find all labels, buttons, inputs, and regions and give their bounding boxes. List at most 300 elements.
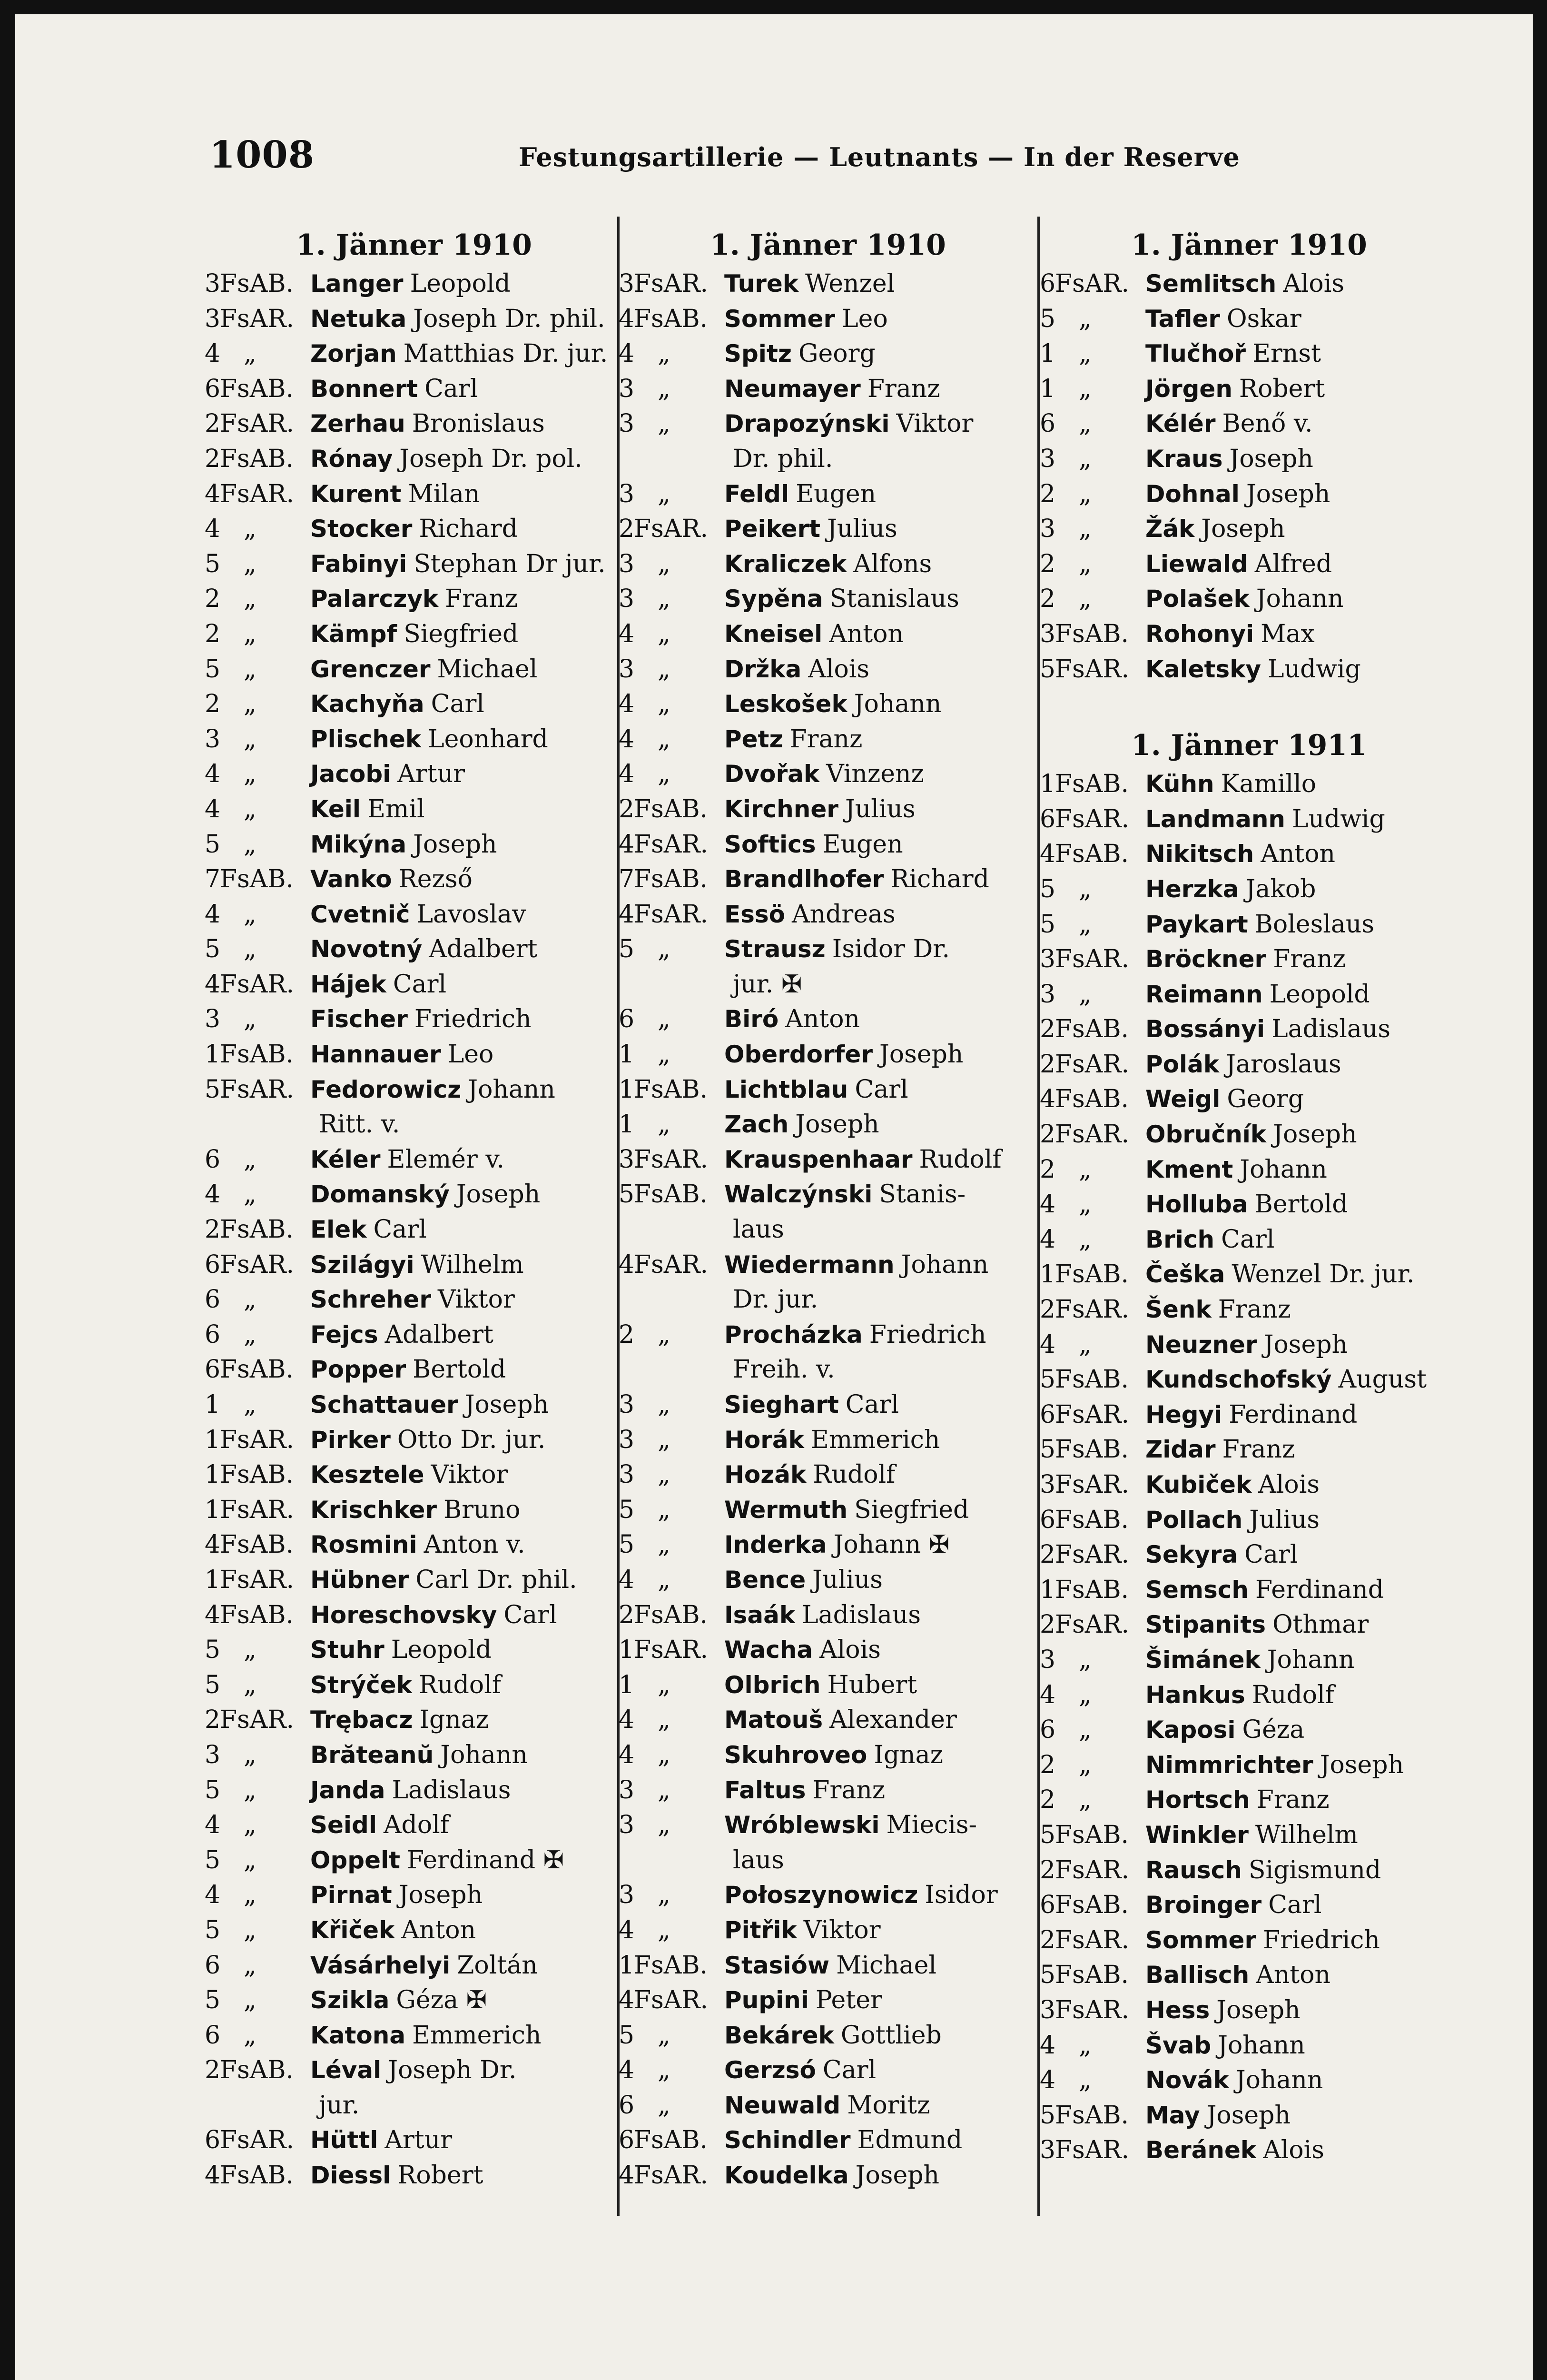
roster-entry [1040, 977, 1458, 1012]
regiment-number: 3 [205, 304, 221, 333]
unit-abbrev: „ [658, 619, 670, 648]
unit-abbrev: „ [244, 1881, 256, 1910]
surname: Reimann [1145, 980, 1263, 1008]
given-name: Artur [397, 760, 465, 789]
roster-entry [205, 442, 623, 477]
regiment-number: 4 [619, 1565, 635, 1594]
given-name: Ferdinand [1229, 1400, 1358, 1429]
roster-entry [205, 1352, 623, 1388]
surname: Novák [1145, 2066, 1229, 2094]
surname: Kirchner [724, 795, 838, 823]
surname: Elek [310, 1216, 367, 1244]
surname: Kment [1145, 1155, 1233, 1183]
surname: Oberdorfer [724, 1041, 873, 1069]
unit-abbrev: FsAB. [1055, 1260, 1129, 1289]
section-heading: 1. Jänner 1910 [710, 228, 946, 262]
given-name: Joseph [1263, 1330, 1348, 1359]
unit-abbrev: FsAR. [1055, 1295, 1129, 1324]
given-name: Siegfried [854, 1495, 969, 1524]
given-name: Rudolf [1251, 1680, 1334, 1709]
regiment-number: 6 [619, 2126, 635, 2155]
roster-entry [619, 1388, 1037, 1423]
surname: Sommer [724, 305, 836, 333]
unit-abbrev: FsAR. [1055, 1995, 1129, 2024]
roster-entry [205, 1493, 623, 1528]
surname: Wiedermann [724, 1250, 895, 1279]
surname: Semsch [1145, 1576, 1249, 1604]
roster-entry [1040, 302, 1458, 337]
given-name: Isidor [925, 1881, 998, 1910]
surname: Brich [1145, 1225, 1215, 1253]
regiment-number: 2 [1040, 1155, 1056, 1184]
unit-abbrev: FsAB. [220, 2161, 294, 2190]
roster-entry [1040, 1818, 1458, 1853]
roster-entry [205, 1527, 623, 1563]
regiment-number: 4 [1040, 1085, 1056, 1114]
given-name: Ernst [1252, 339, 1321, 368]
roster-entry [1040, 1047, 1458, 1082]
regiment-number: 3 [1040, 2136, 1056, 2165]
regiment-number: 5 [1040, 910, 1056, 939]
regiment-number: 2 [619, 1320, 635, 1349]
regiment-number: 4 [619, 830, 635, 859]
given-name: Adalbert [429, 935, 538, 964]
unit-abbrev: FsAR. [634, 1145, 708, 1174]
surname: Zach [724, 1111, 789, 1139]
regiment-number: 2 [619, 794, 635, 823]
unit-abbrev: „ [244, 900, 256, 929]
regiment-number: 6 [205, 1285, 221, 1314]
regiment-number: 4 [1040, 1225, 1056, 1254]
unit-abbrev: „ [658, 690, 670, 719]
given-name: Carl [822, 2056, 877, 2085]
unit-abbrev: FsAB. [634, 865, 708, 894]
surname: Wacha [724, 1636, 813, 1664]
roster-entry [205, 687, 623, 722]
roster-entry [1040, 1958, 1458, 1993]
unit-abbrev: FsAR. [634, 269, 708, 298]
unit-abbrev: FsAR. [220, 970, 294, 999]
unit-abbrev: „ [1079, 1785, 1092, 1815]
regiment-number: 3 [619, 1425, 635, 1454]
surname: Pirker [310, 1426, 391, 1454]
given-name: Johann [854, 690, 942, 719]
given-name: Joseph [398, 1881, 483, 1910]
roster-entry [1040, 1187, 1458, 1222]
given-name: Franz [867, 374, 940, 403]
regiment-number: 6 [205, 2126, 221, 2155]
unit-abbrev: FsAB. [220, 865, 294, 894]
roster-entry [1040, 1222, 1458, 1258]
regiment-number: 5 [1040, 1365, 1056, 1394]
roster-entry [619, 862, 1037, 897]
unit-abbrev: FsAB. [220, 1460, 294, 1489]
given-name: Robert [1239, 374, 1325, 403]
surname: Langer [310, 270, 404, 298]
given-name: Leo [842, 304, 888, 333]
regiment-number: 4 [619, 1740, 635, 1769]
surname: Pollach [1145, 1506, 1243, 1534]
surname: Dvořak [724, 760, 820, 788]
surname: Netuka [310, 305, 407, 333]
given-name: Rezső [398, 865, 473, 894]
given-name: Othmar [1272, 1610, 1369, 1639]
given-name: Ladislaus [1271, 1015, 1391, 1044]
surname: Rosmini [310, 1531, 417, 1559]
unit-abbrev: FsAB. [634, 1180, 708, 1209]
roster-entry [205, 512, 623, 547]
regiment-number: 3 [205, 1740, 221, 1769]
given-name: Richard [890, 865, 989, 894]
roster-entry [205, 897, 623, 932]
surname: Schattauer [310, 1391, 458, 1418]
roster-entry [205, 547, 623, 582]
roster-entry [1040, 942, 1458, 977]
unit-abbrev: FsAB. [1055, 1435, 1129, 1464]
regiment-number: 4 [1040, 2031, 1056, 2060]
unit-abbrev: FsAB. [634, 1600, 708, 1629]
regiment-number: 4 [205, 339, 221, 368]
entry-continuation: jur. [319, 2091, 360, 2120]
roster-entry [205, 1388, 623, 1423]
regiment-number: 4 [619, 724, 635, 754]
unit-abbrev: „ [244, 724, 256, 754]
unit-abbrev: „ [1079, 304, 1092, 333]
scan-border-right [1533, 0, 1547, 2380]
surname: Faltus [724, 1776, 806, 1804]
surname: Matouš [724, 1706, 823, 1734]
roster-entry [619, 2053, 1037, 2088]
surname: Drapozýnski [724, 410, 890, 438]
given-name: Anton [401, 1915, 476, 1944]
given-name: Johann [468, 1075, 555, 1104]
roster-entry [619, 1563, 1037, 1598]
surname: Stipanits [1145, 1611, 1266, 1639]
surname: Kélér [1145, 410, 1216, 438]
regiment-number: 4 [619, 2161, 635, 2190]
roster-entry [205, 1563, 623, 1598]
surname: Wróblewski [724, 1811, 880, 1839]
unit-abbrev: „ [658, 585, 670, 614]
surname: Polašek [1145, 585, 1250, 613]
entry-continuation: Dr. jur. [733, 1285, 818, 1314]
roster-entry [619, 1773, 1037, 1808]
unit-abbrev: FsAB. [634, 2126, 708, 2155]
surname: Mikýna [310, 830, 407, 858]
surname: Žák [1145, 515, 1195, 543]
regiment-number: 5 [205, 1915, 221, 1944]
surname: Pirnat [310, 1881, 392, 1909]
regiment-number: 3 [1040, 980, 1056, 1009]
given-name: Leopold [391, 1636, 492, 1665]
surname: Kraliczek [724, 550, 847, 578]
given-name: Joseph [413, 830, 497, 859]
surname: Kühn [1145, 770, 1214, 798]
given-name: Kamillo [1221, 770, 1317, 799]
unit-abbrev: „ [244, 935, 256, 964]
regiment-number: 5 [619, 1495, 635, 1524]
surname: Vanko [310, 865, 392, 893]
roster-entry [1040, 442, 1458, 477]
given-name: Eugen [796, 479, 877, 508]
roster-entry [205, 582, 623, 617]
roster-entry [205, 1212, 623, 1248]
regiment-number: 1 [1040, 339, 1056, 368]
unit-abbrev: „ [1079, 409, 1092, 438]
given-name: Alexander [829, 1706, 957, 1735]
unit-abbrev: „ [658, 1565, 670, 1594]
regiment-number: 4 [619, 304, 635, 333]
given-name: Alois [808, 654, 870, 684]
unit-abbrev: FsAR. [220, 1706, 294, 1735]
given-name: Joseph [456, 1180, 541, 1209]
roster-entry [619, 792, 1037, 827]
given-name: Anton [785, 1005, 860, 1034]
unit-abbrev: FsAB. [1055, 1085, 1129, 1114]
roster-entry [1040, 1678, 1458, 1713]
roster-entry [619, 1458, 1037, 1493]
given-name: Wilhelm [1255, 1820, 1358, 1849]
regiment-number: 5 [619, 1180, 635, 1209]
given-name: Georg [1227, 1085, 1304, 1114]
regiment-number: 4 [205, 1530, 221, 1559]
roster-entry [1040, 2028, 1458, 2063]
section-heading: 1. Jänner 1910 [1131, 228, 1367, 262]
regiment-number: 3 [619, 585, 635, 614]
regiment-number: 2 [1040, 1015, 1056, 1044]
surname: Essö [724, 900, 786, 928]
surname: Hájek [310, 970, 386, 998]
regiment-number: 3 [1040, 945, 1056, 974]
given-name: Miecis- [886, 1811, 977, 1840]
given-name: Edmund [857, 2126, 963, 2155]
section-heading: 1. Jänner 1910 [296, 228, 532, 262]
given-name: Franz [789, 724, 863, 754]
roster-entry [1040, 512, 1458, 547]
roster-entry [205, 1808, 623, 1843]
surname: Jörgen [1145, 375, 1232, 403]
surname: Gerzsó [724, 2056, 816, 2084]
unit-abbrev: „ [244, 1915, 256, 1944]
roster-entry [205, 1423, 623, 1458]
roster-entry [619, 2088, 1037, 2123]
surname: Kundschofský [1145, 1366, 1332, 1394]
roster-entry [619, 372, 1037, 407]
surname: Brăteanŭ [310, 1741, 434, 1769]
regiment-number: 2 [1040, 1855, 1056, 1884]
surname: Kneisel [724, 620, 823, 648]
given-name: Carl [424, 374, 478, 403]
given-name: Carl [1244, 1540, 1298, 1569]
regiment-number: 5 [1040, 1435, 1056, 1464]
unit-abbrev: „ [658, 339, 670, 368]
roster-entry [205, 1948, 623, 1983]
unit-abbrev: FsAB. [1055, 1505, 1129, 1534]
unit-abbrev: „ [658, 1530, 670, 1559]
unit-abbrev: „ [244, 549, 256, 578]
column-1 [205, 224, 623, 2193]
regiment-number: 6 [205, 1145, 221, 1174]
given-name: Franz [1273, 945, 1346, 974]
unit-abbrev: „ [658, 1110, 670, 1139]
regiment-number: 2 [1040, 1750, 1056, 1779]
regiment-number: 6 [1040, 1716, 1056, 1745]
regiment-number: 5 [205, 935, 221, 964]
unit-abbrev: „ [1079, 1680, 1092, 1709]
regiment-number: 2 [1040, 1540, 1056, 1569]
roster-entry [1040, 1468, 1458, 1503]
roster-entry [1040, 1292, 1458, 1328]
surname: Rónay [310, 445, 393, 473]
surname: Janda [310, 1776, 385, 1804]
given-name: Stephan Dr jur. [414, 549, 606, 578]
roster-entry [205, 1037, 623, 1072]
unit-abbrev: „ [1079, 444, 1092, 473]
column-2 [619, 224, 1037, 2193]
given-name: Rudolf [813, 1460, 896, 1489]
surname: Obručník [1145, 1121, 1267, 1149]
unit-abbrev: FsAB. [220, 1530, 294, 1559]
unit-abbrev: FsAB. [1055, 2101, 1129, 2130]
roster-entry [619, 1072, 1037, 1108]
given-name: Bertold [1254, 1190, 1348, 1219]
given-name: Stanislaus [829, 585, 959, 614]
regiment-number: 5 [1040, 2101, 1056, 2130]
roster-entry [619, 932, 1037, 967]
unit-abbrev: „ [244, 760, 256, 789]
given-name: Joseph [795, 1110, 879, 1139]
unit-abbrev: „ [244, 1636, 256, 1665]
regiment-number: 3 [619, 269, 635, 298]
given-name: Friedrich [414, 1005, 532, 1034]
roster-entry [1040, 547, 1458, 582]
surname: Spitz [724, 340, 792, 368]
given-name: Wilhelm [421, 1250, 524, 1279]
regiment-number: 7 [205, 865, 221, 894]
regiment-number: 5 [1040, 304, 1056, 333]
surname: Inderka [724, 1531, 827, 1559]
surname: Hannauer [310, 1041, 441, 1069]
given-name: Ferdinand [1255, 1575, 1384, 1604]
given-name: Bruno [443, 1495, 521, 1524]
given-name: Alois [1263, 2136, 1324, 2165]
unit-abbrev: „ [658, 479, 670, 508]
surname: Bossányi [1145, 1015, 1265, 1043]
surname: Kesztele [310, 1461, 424, 1489]
given-name: Otto Dr. jur. [397, 1425, 546, 1454]
regiment-number: 4 [205, 479, 221, 508]
regiment-number: 1 [205, 1040, 221, 1069]
surname: Szikla [310, 1986, 390, 2014]
roster-entry [205, 722, 623, 757]
given-name: Julius [827, 515, 897, 544]
unit-abbrev: „ [658, 1670, 670, 1699]
surname: Cvetnič [310, 900, 410, 928]
given-name: Franz [1256, 1785, 1330, 1815]
given-name: Wenzel Dr. jur. [1232, 1260, 1415, 1289]
regiment-number: 4 [619, 2056, 635, 2085]
surname: Liewald [1145, 550, 1248, 578]
given-name: Julius [845, 794, 916, 823]
unit-abbrev: FsAR. [220, 409, 294, 438]
surname: Kraus [1145, 445, 1223, 473]
roster-entry [205, 2123, 623, 2158]
regiment-number: 4 [619, 339, 635, 368]
unit-abbrev: „ [244, 1775, 256, 1805]
surname: Šimánek [1145, 1646, 1261, 1674]
given-name: Matthias Dr. jur. [403, 339, 608, 368]
unit-abbrev: „ [658, 1740, 670, 1769]
given-name: Johann [1235, 2066, 1323, 2095]
roster-entry [205, 1177, 623, 1212]
regiment-number: 5 [1040, 874, 1056, 903]
roster-entry [619, 722, 1037, 757]
regiment-number: 2 [205, 1215, 221, 1244]
unit-abbrev: „ [244, 1145, 256, 1174]
surname: Beránek [1145, 2136, 1257, 2164]
unit-abbrev: FsAR. [1055, 804, 1129, 833]
surname: Stuhr [310, 1636, 384, 1664]
entry-continuation: jur. ✠ [733, 970, 802, 999]
given-name: Joseph [464, 1390, 549, 1419]
roster-entry [619, 1107, 1037, 1142]
unit-abbrev: FsAB. [634, 1075, 708, 1104]
regiment-number: 1 [205, 1390, 221, 1419]
given-name: Vinzenz [826, 760, 924, 789]
surname: Połoszynowicz [724, 1881, 918, 1909]
roster-entry [205, 407, 623, 442]
roster-entry [205, 1142, 623, 1178]
regiment-number: 1 [1040, 1575, 1056, 1604]
roster-entry [619, 1633, 1037, 1668]
roster-entry [1040, 1853, 1458, 1888]
unit-abbrev: FsAB. [634, 304, 708, 333]
roster-entry [1040, 837, 1458, 872]
given-name: Friedrich [1263, 1925, 1380, 1954]
unit-abbrev: „ [1079, 874, 1092, 903]
roster-entry [205, 652, 623, 687]
regiment-number: 1 [205, 1495, 221, 1524]
unit-abbrev: FsAB. [220, 444, 294, 473]
surname: Kämpf [310, 620, 397, 648]
given-name: Franz [1218, 1295, 1291, 1324]
unit-abbrev: „ [1079, 585, 1092, 614]
given-name: Andreas [792, 900, 896, 929]
unit-abbrev: „ [244, 585, 256, 614]
given-name: Bronislaus [412, 409, 545, 438]
regiment-number: 1 [619, 1075, 635, 1104]
surname: Horák [724, 1426, 804, 1454]
given-name: Franz [1222, 1435, 1295, 1464]
regiment-number: 5 [205, 830, 221, 859]
regiment-number: 7 [619, 865, 635, 894]
regiment-number: 5 [205, 1775, 221, 1805]
roster-entry [1040, 1503, 1458, 1538]
surname: Krischker [310, 1496, 437, 1524]
section-heading: 1. Jänner 1911 [1131, 729, 1367, 763]
surname: Rohonyi [1145, 620, 1254, 648]
roster-entry [619, 897, 1037, 932]
surname: Keil [310, 795, 361, 823]
given-name: Stanis- [879, 1180, 966, 1209]
regiment-number: 5 [205, 1845, 221, 1874]
surname: Seidl [310, 1811, 377, 1839]
regiment-number: 6 [205, 1320, 221, 1349]
roster-entry [205, 1282, 623, 1318]
regiment-number: 6 [205, 1250, 221, 1279]
given-name: Joseph [1320, 1750, 1404, 1779]
roster-entry [205, 1002, 623, 1037]
